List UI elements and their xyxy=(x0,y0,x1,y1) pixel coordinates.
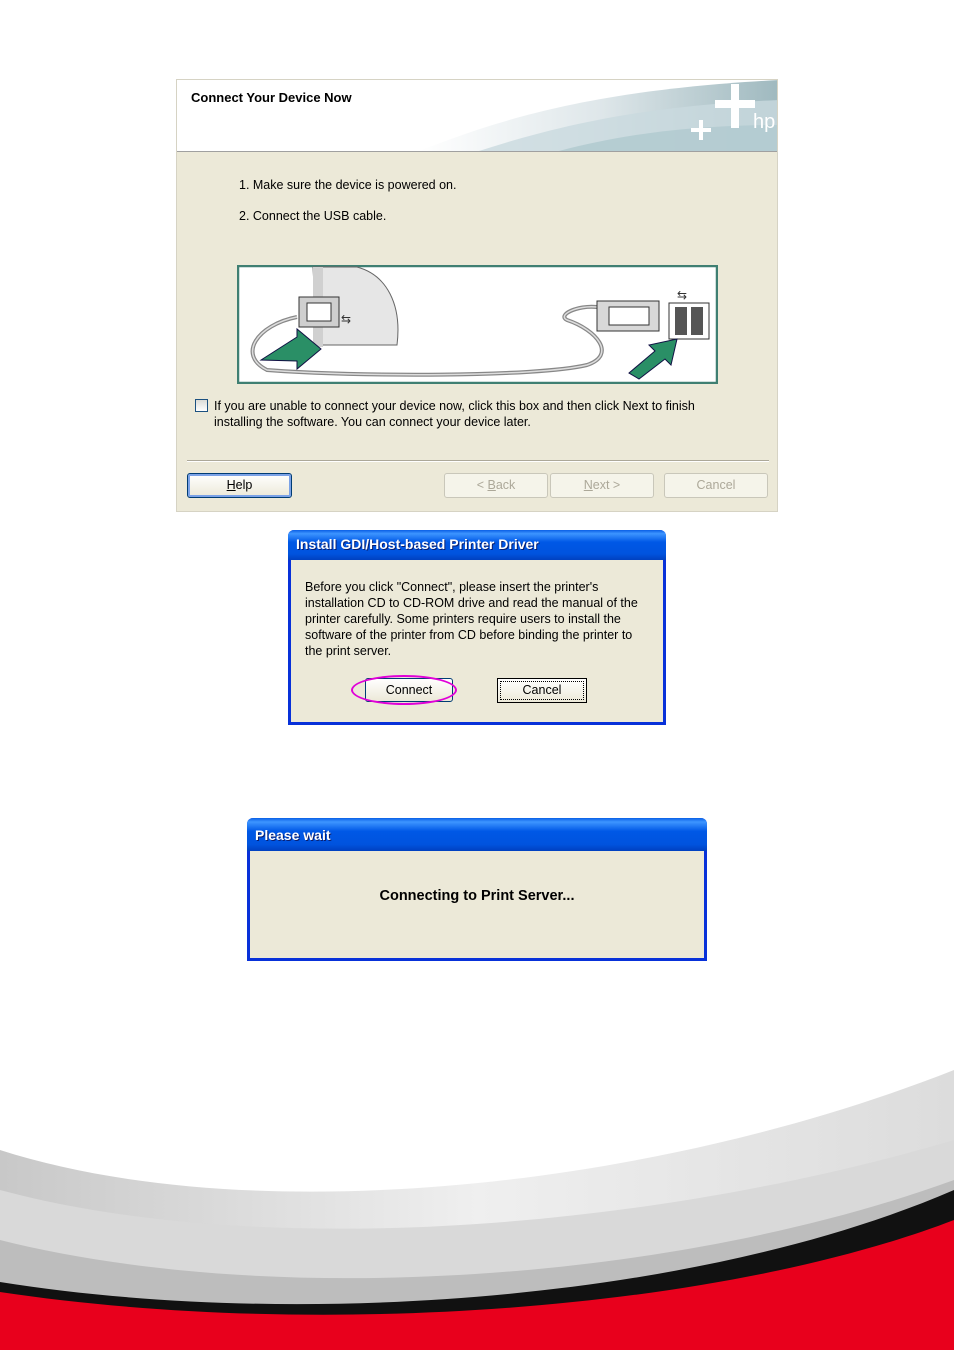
connect-later-checkbox[interactable] xyxy=(195,399,208,412)
wait-dialog-message: Connecting to Print Server... xyxy=(379,888,575,904)
back-mnemonic: B xyxy=(487,478,496,492)
back-prefix: < xyxy=(476,478,488,492)
install-dialog-message: Before you click "Connect", please insert the printer's installation CD to CD-ROM drive and read the manual of the printer carefully. Some printers require users to install the software of the printer from CD before binding the printer to the print server. xyxy=(305,580,638,658)
connect-button[interactable]: Connect xyxy=(365,678,453,702)
help-label: elp xyxy=(235,478,253,492)
wizard-header xyxy=(177,80,778,152)
hp-banner-art xyxy=(419,80,778,151)
next-label: ext > xyxy=(592,478,621,492)
back-button[interactable] xyxy=(444,473,548,498)
wait-dialog-titlebar xyxy=(247,818,707,851)
please-wait-dialog xyxy=(247,818,707,961)
usb-port-icon: ⇆ xyxy=(677,288,688,302)
hp-logo: hp xyxy=(753,111,776,133)
wizard-separator xyxy=(187,460,769,462)
wizard-title: Connect Your Device Now xyxy=(191,90,352,105)
install-driver-dialog xyxy=(288,530,666,725)
back-label: ack xyxy=(495,478,516,492)
connect-device-wizard xyxy=(176,79,778,512)
install-dialog-title: Install GDI/Host-based Printer Driver xyxy=(296,536,539,552)
step-power-on: 1. Make sure the device is powered on. xyxy=(239,178,457,192)
usb-symbol-icon: ⇆ xyxy=(341,312,352,326)
connect-highlight-circle xyxy=(351,675,457,705)
install-cancel-button[interactable]: Cancel xyxy=(497,678,587,703)
wizard-cancel-button[interactable]: Cancel xyxy=(664,473,768,498)
next-mnemonic: N xyxy=(583,478,593,492)
footer-swoosh-decoration xyxy=(0,1060,954,1350)
usb-cable-illustration xyxy=(237,265,718,384)
install-dialog-titlebar xyxy=(288,530,666,560)
next-button[interactable] xyxy=(550,473,654,498)
step-connect-usb: 2. Connect the USB cable. xyxy=(239,209,387,223)
help-mnemonic: H xyxy=(226,478,236,492)
help-button[interactable] xyxy=(187,473,292,498)
connect-later-label: If you are unable to connect your device now, click this box and then click Next to finish installing the software. You can connect your device later. xyxy=(214,399,695,429)
wait-dialog-title: Please wait xyxy=(255,827,331,843)
